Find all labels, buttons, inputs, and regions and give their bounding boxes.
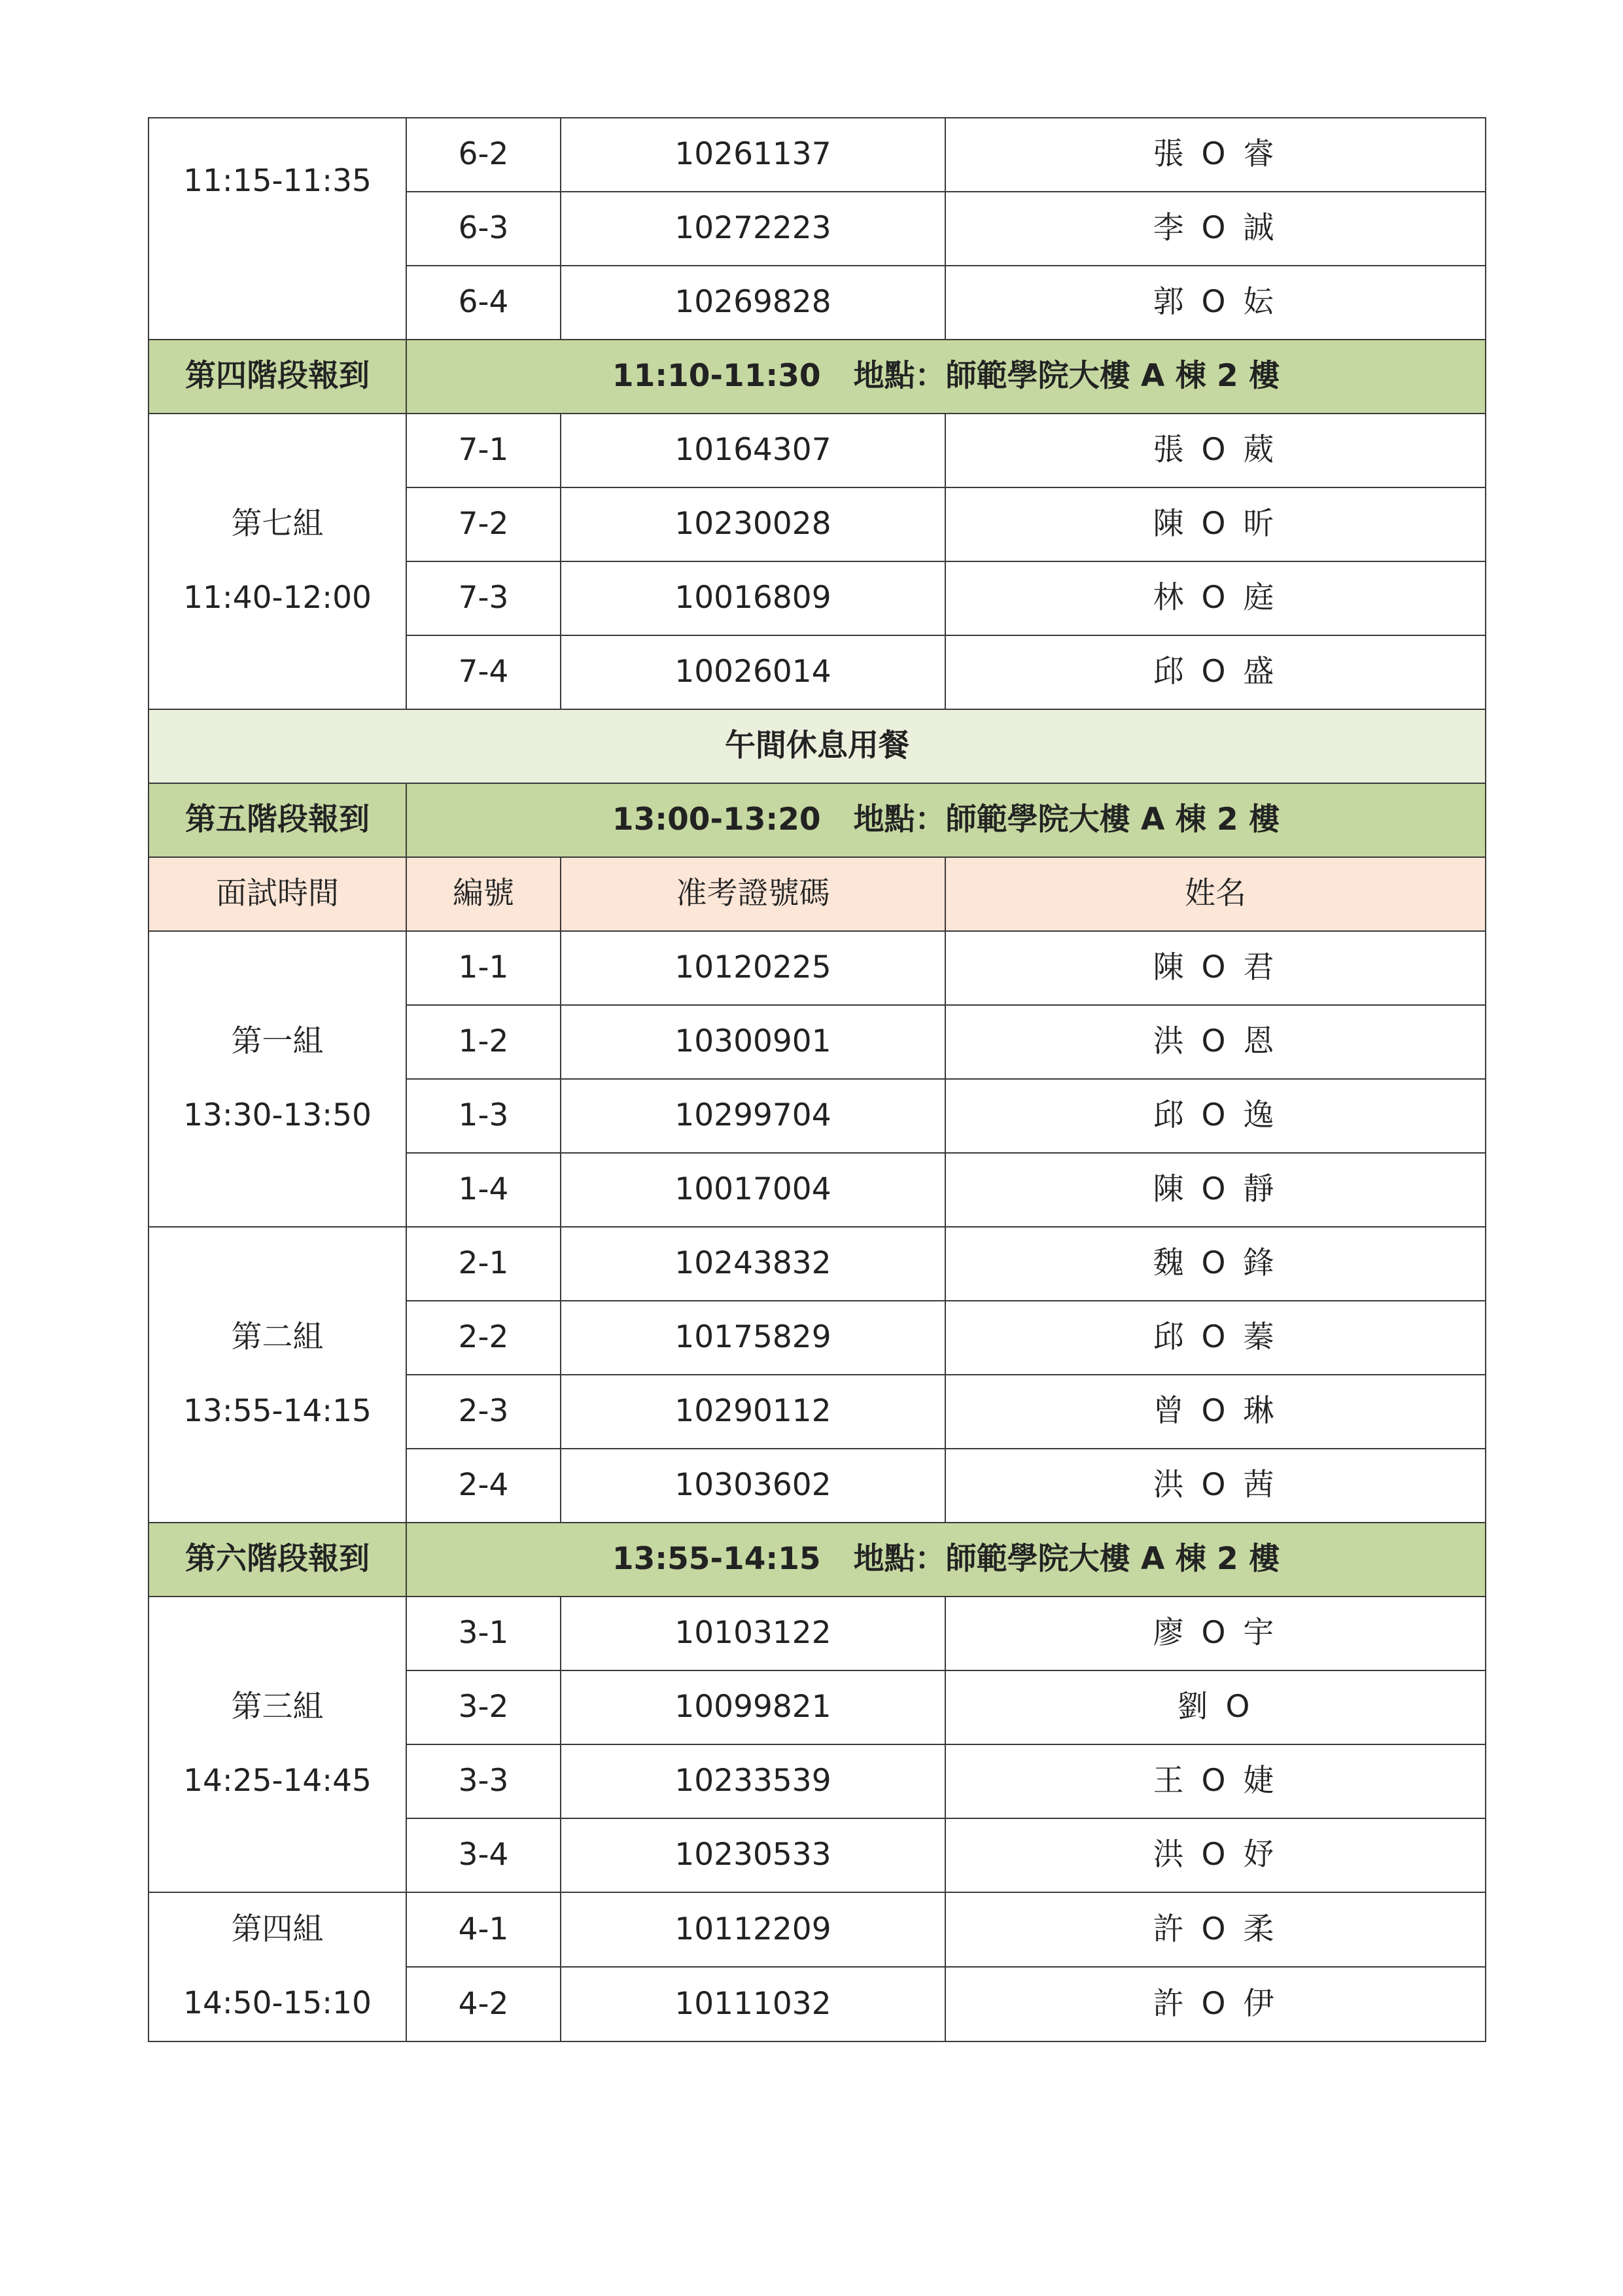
seat-number: 2-4 <box>406 1449 561 1523</box>
header-exam-number: 准考證號碼 <box>561 857 945 931</box>
table-row <box>148 1597 1486 1670</box>
column-header-row <box>148 857 1486 931</box>
seat-number: 2-2 <box>406 1301 561 1375</box>
exam-number: 10017004 <box>561 1153 945 1227</box>
checkin-location: 地點：師範學院大樓 A 棟 2 樓 <box>853 1541 1280 1578</box>
interview-time: 14:50-15:10 <box>183 1985 372 2021</box>
stage-checkin-row <box>148 340 1486 414</box>
header-name: 姓名 <box>945 857 1486 931</box>
checkin-time: 13:55-14:15 <box>612 1541 821 1578</box>
interview-time: 13:55-14:15 <box>183 1393 372 1429</box>
candidate-name: 陳 O 靜 <box>945 1153 1486 1227</box>
seat-number: 2-3 <box>406 1375 561 1449</box>
stage-checkin-row <box>148 1523 1486 1597</box>
seat-number: 7-2 <box>406 487 561 561</box>
group-label: 第七組 <box>231 506 324 542</box>
seat-number: 1-3 <box>406 1079 561 1153</box>
table-row <box>148 931 1486 1005</box>
exam-number: 10303602 <box>561 1449 945 1523</box>
seat-number: 7-3 <box>406 561 561 635</box>
candidate-name: 洪 O 茜 <box>945 1449 1486 1523</box>
interview-time: 14:25-14:45 <box>183 1763 372 1799</box>
candidate-name: 陳 O 昕 <box>945 487 1486 561</box>
checkin-time: 13:00-13:20 <box>612 802 821 838</box>
candidate-name: 郭 O 妘 <box>945 266 1486 340</box>
seat-number: 3-2 <box>406 1670 561 1744</box>
interview-time: 13:30-13:50 <box>183 1097 372 1133</box>
seat-number: 4-1 <box>406 1892 561 1967</box>
seat-number: 1-1 <box>406 931 561 1005</box>
table-row <box>148 1227 1486 1301</box>
stage-label: 第四階段報到 <box>148 340 406 414</box>
exam-number: 10111032 <box>561 1967 945 2041</box>
exam-number: 10026014 <box>561 635 945 709</box>
candidate-name: 林 O 庭 <box>945 561 1486 635</box>
seat-number: 2-1 <box>406 1227 561 1301</box>
exam-number: 10016809 <box>561 561 945 635</box>
exam-number: 10299704 <box>561 1079 945 1153</box>
interview-time: 11:15-11:35 <box>183 163 372 199</box>
exam-number: 10300901 <box>561 1005 945 1079</box>
exam-number: 10290112 <box>561 1375 945 1449</box>
stage-info-cell <box>406 1523 1486 1597</box>
candidate-name: 許 O 柔 <box>945 1892 1486 1967</box>
stage-label: 第五階段報到 <box>148 783 406 857</box>
group-label: 第一組 <box>231 1023 324 1060</box>
interview-schedule-table <box>148 117 1486 2042</box>
candidate-name: 王 O 婕 <box>945 1744 1486 1818</box>
time-slot-cell <box>148 1892 406 2041</box>
time-slot-cell <box>148 931 406 1227</box>
seat-number: 1-2 <box>406 1005 561 1079</box>
table-row <box>148 118 1486 192</box>
exam-number: 10120225 <box>561 931 945 1005</box>
stage-info-cell <box>406 783 1486 857</box>
checkin-time: 11:10-11:30 <box>612 358 821 395</box>
candidate-name: 曾 O 琳 <box>945 1375 1486 1449</box>
seat-number: 7-1 <box>406 414 561 487</box>
exam-number: 10261137 <box>561 118 945 192</box>
exam-number: 10099821 <box>561 1670 945 1744</box>
candidate-name: 李 O 誠 <box>945 192 1486 266</box>
candidate-name: 廖 O 宇 <box>945 1597 1486 1670</box>
seat-number: 7-4 <box>406 635 561 709</box>
candidate-name: 張 O 睿 <box>945 118 1486 192</box>
candidate-name: 邱 O 逸 <box>945 1079 1486 1153</box>
seat-number: 3-3 <box>406 1744 561 1818</box>
group-label: 第二組 <box>231 1319 324 1356</box>
exam-number: 10112209 <box>561 1892 945 1967</box>
seat-number: 6-4 <box>406 266 561 340</box>
exam-number: 10272223 <box>561 192 945 266</box>
seat-number: 1-4 <box>406 1153 561 1227</box>
group-label: 第四組 <box>231 1911 324 1947</box>
candidate-name: 邱 O 盛 <box>945 635 1486 709</box>
stage-info-cell <box>406 340 1486 414</box>
lunch-break-label: 午間休息用餐 <box>148 709 1486 783</box>
exam-number: 10269828 <box>561 266 945 340</box>
header-interview-time: 面試時間 <box>148 857 406 931</box>
table-row <box>148 414 1486 487</box>
checkin-location: 地點：師範學院大樓 A 棟 2 樓 <box>853 358 1280 395</box>
time-slot-cell <box>148 1227 406 1523</box>
exam-number: 10175829 <box>561 1301 945 1375</box>
candidate-name: 魏 O 鋒 <box>945 1227 1486 1301</box>
candidate-name: 洪 O 恩 <box>945 1005 1486 1079</box>
seat-number: 3-4 <box>406 1818 561 1892</box>
exam-number: 10103122 <box>561 1597 945 1670</box>
stage-checkin-row <box>148 783 1486 857</box>
exam-number: 10230533 <box>561 1818 945 1892</box>
candidate-name: 洪 O 妤 <box>945 1818 1486 1892</box>
candidate-name: 劉 O <box>945 1670 1486 1744</box>
candidate-name: 張 O 葳 <box>945 414 1486 487</box>
seat-number: 4-2 <box>406 1967 561 2041</box>
interview-time: 11:40-12:00 <box>183 580 372 616</box>
candidate-name: 陳 O 君 <box>945 931 1486 1005</box>
candidate-name: 許 O 伊 <box>945 1967 1486 2041</box>
lunch-break-row <box>148 709 1486 783</box>
exam-number: 10230028 <box>561 487 945 561</box>
header-seat-number: 編號 <box>406 857 561 931</box>
time-slot-cell <box>148 118 406 340</box>
group-label: 第三組 <box>231 1689 324 1725</box>
candidate-name: 邱 O 蓁 <box>945 1301 1486 1375</box>
time-slot-cell <box>148 414 406 709</box>
seat-number: 3-1 <box>406 1597 561 1670</box>
seat-number: 6-3 <box>406 192 561 266</box>
exam-number: 10243832 <box>561 1227 945 1301</box>
table-row <box>148 1892 1486 1967</box>
exam-number: 10164307 <box>561 414 945 487</box>
time-slot-cell <box>148 1597 406 1892</box>
exam-number: 10233539 <box>561 1744 945 1818</box>
stage-label: 第六階段報到 <box>148 1523 406 1597</box>
seat-number: 6-2 <box>406 118 561 192</box>
checkin-location: 地點：師範學院大樓 A 棟 2 樓 <box>853 802 1280 838</box>
